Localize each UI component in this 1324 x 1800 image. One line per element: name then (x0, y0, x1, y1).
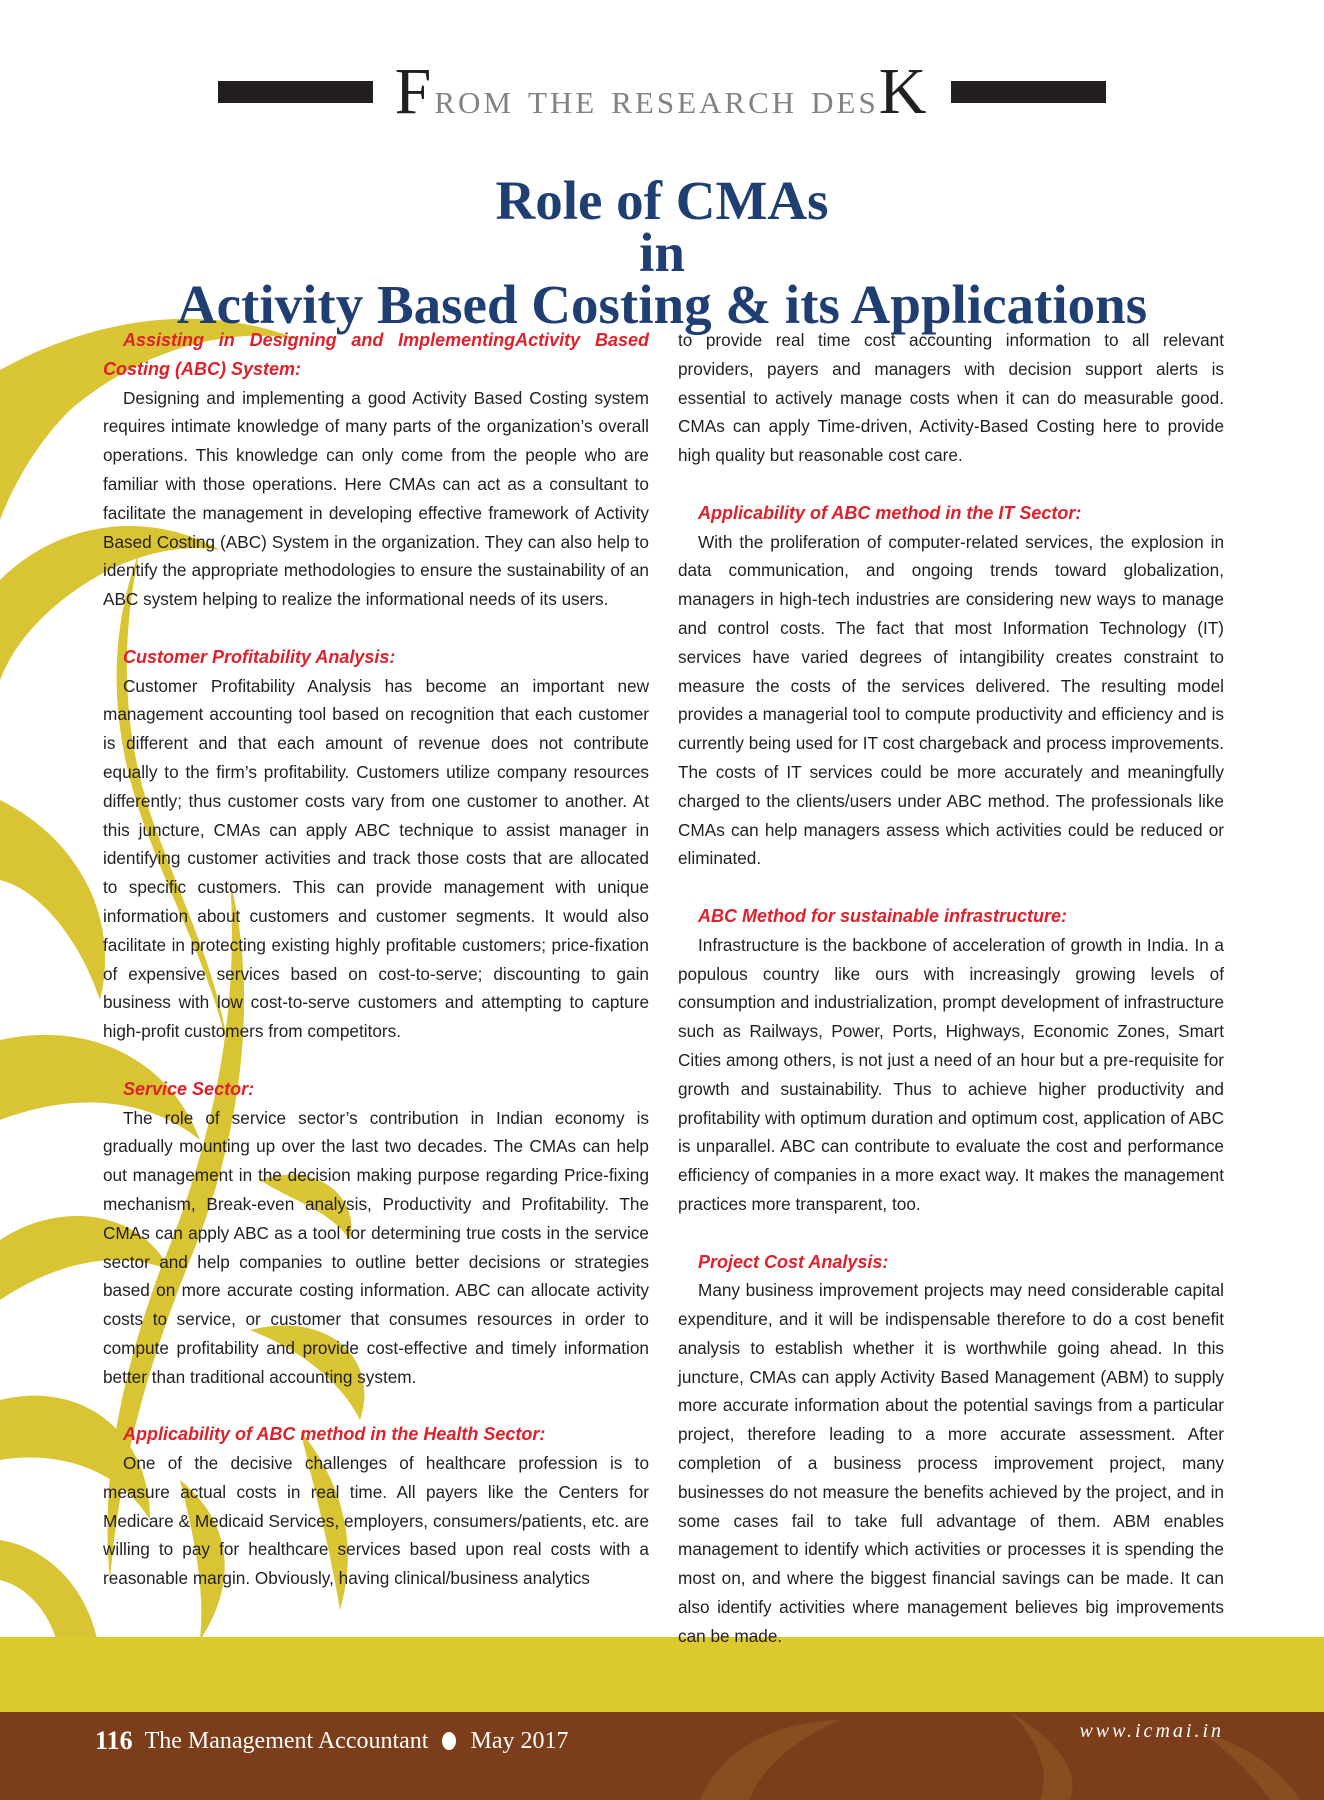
section-it-sector (678, 499, 1224, 873)
kicker-first-cap: F (394, 55, 435, 128)
title-line-3: Activity Based Costing & its Applications (176, 273, 1148, 335)
footer-info (95, 1726, 568, 1756)
section-body: Many business improvement projects may need considerable capital expenditure, and it will be indispensable therefore to do a cost benefit analysis to establish whether it is worthwhile going ahead. In this juncture, CMAs can apply Activity Based Management (ABM) to supply more accurate information about the potential savings from a particular project, therefore leading to a more accurate assessment. After completion of a business process improvement project, many businesses do not measure the benefits achieved by the project, and in some cases fail to take full advantage of them. ABM enables management to identify which activities or processes it is spending the most on, and where the biggest financial savings can be made. It can also identify activities where management believes big improvements can be made. (678, 1280, 1224, 1646)
kicker-middle: rom the research des (434, 74, 879, 123)
section-heading: Assisting in Designing and ImplementingActivity Based Costing (ABC) System: (103, 330, 649, 379)
issue-date: May 2017 (470, 1727, 569, 1754)
section-body: Designing and implementing a good Activity Based Costing system requires intimate knowledge of many parts of the organization’s overall operations. This knowledge can only come from the people who are familiar with those operations. Here CMAs can act as a consultant to facilitate the management in developing effective framework of Activity Based Costing (ABC) System in the organization. They can also help to identify the appropriate methodologies to ensure the sustainability of an ABC system helping to realize the informational needs of its users. (103, 387, 649, 610)
bullet-dot-icon (442, 1732, 456, 1750)
title-line-2: in (639, 221, 685, 283)
left-column (103, 326, 649, 1593)
section-heading: Service Sector: (123, 1078, 255, 1099)
section-heading: Customer Profitability Analysis: (123, 646, 396, 667)
section-heading: Applicability of ABC method in the IT Sector: (698, 502, 1082, 523)
section-body-continued: to provide real time cost accounting information to all relevant providers, payers and managers with decision support alerts is essential to actively manage costs when it can do measurable good. CMAs can apply Time-driven, Activity-Based Costing here to provide high quality but reasonable cost care. (678, 330, 1224, 466)
section-heading: Project Cost Analysis: (698, 1251, 889, 1272)
website-link[interactable]: www.icmai.in (1079, 1720, 1224, 1742)
section-health-sector (103, 1420, 649, 1593)
publication-name: The Management Accountant (144, 1727, 429, 1754)
section-body: With the proliferation of computer-related services, the explosion in data communication, and ongoing trends toward globalization, managers in high-tech industries are considering new ways to manage and control costs. The fact that most Information Technology (IT) services have varied degrees of intangibility creates constraint to measure the costs of the services delivered. The resulting model provides a managerial tool to compute productivity and efficiency and is currently being used for IT cost chargeback and process improvements. The costs of IT services could be more accurately and meaningfully charged to the clients/users under ABC method. The professionals like CMAs can help managers assess which activities could be reduced or eliminated. (678, 531, 1224, 869)
section-heading: Applicability of ABC method in the Health Sector: (123, 1424, 546, 1445)
section-body: Customer Profitability Analysis has become an important new management accounting tool based on recognition that each customer is different and that each amount of revenue does not contribute equally to the firm’s profitability. Customers utilize company resources differently; thus customer costs vary from one customer to another. At this juncture, CMAs can apply ABC technique to assist manager in identifying customer activities and track those costs that are allocated to specific customers. This can provide management with unique information about customers and customer segments. It would also facilitate in protecting existing highly profitable customers; price-fixation of expensive services based on cost-to-serve; discounting to gain business with low cost-to-serve customers and attempting to capture high-profit customers from competitors. (103, 675, 649, 1042)
section-body: The role of service sector’s contribution in Indian economy is gradually mounting up over the last two decades. The CMAs can help out management in the decision making purpose regarding Price-fixing mechanism, Break-even analysis, Productivity and Profitability. The CMAs can apply ABC as a tool for determining true costs in the service sector and help companies to outline better decisions or strategies based on more accurate costing information. ABC can allocate activity costs to service, or customer that consumes resources in order to compute profitability and provide cost-effective and timely information better than traditional accounting system. (103, 1107, 649, 1387)
title-line-1: Role of CMAs (495, 169, 829, 231)
footer-swirl-decoration (680, 1712, 1324, 1800)
section-body: Infrastructure is the backbone of acceleration of growth in India. In a populous country like ours with increasingly growing levels of consumption and industrialization, prompt development of infrastructure such as Railways, Power, Ports, Highways, Economic Zones, Smart Cities among others, is not just a need of an hour but a pre-requisite for growth and sustainability. Thus to achieve higher productivity and profitability with optimum duration and optimum cost, application of ABC is unparallel. ABC can contribute to evaluate the cost and performance efficiency of companies in a more exact way. It makes the management practices more transparent, too. (678, 934, 1224, 1214)
kicker-bar-left (218, 81, 373, 103)
article-title (0, 169, 1324, 335)
section-customer-profitability (103, 643, 649, 1046)
section-project-cost (678, 1248, 1224, 1651)
page-footer (0, 1712, 1324, 1800)
page-number: 116 (95, 1726, 133, 1755)
kicker-bar-right (951, 81, 1106, 103)
right-column (678, 326, 1224, 1651)
section-health-continued (678, 326, 1224, 470)
section-body: One of the decisive challenges of healthcare profession is to measure actual costs in real time. All payers like the Centers for Medicare & Medicaid Services, employers, consumers/patients, etc. are willing to pay for healthcare services based upon real costs with a reasonable margin. Obviously, having clinical/business analytics (103, 1453, 649, 1589)
section-abc-system (103, 326, 649, 614)
section-service-sector (103, 1075, 649, 1392)
section-kicker (0, 52, 1324, 132)
kicker-text (394, 55, 930, 128)
kicker-last-cap: K (878, 55, 930, 128)
section-infrastructure (678, 902, 1224, 1219)
section-heading: ABC Method for sustainable infrastructure: (698, 905, 1068, 926)
